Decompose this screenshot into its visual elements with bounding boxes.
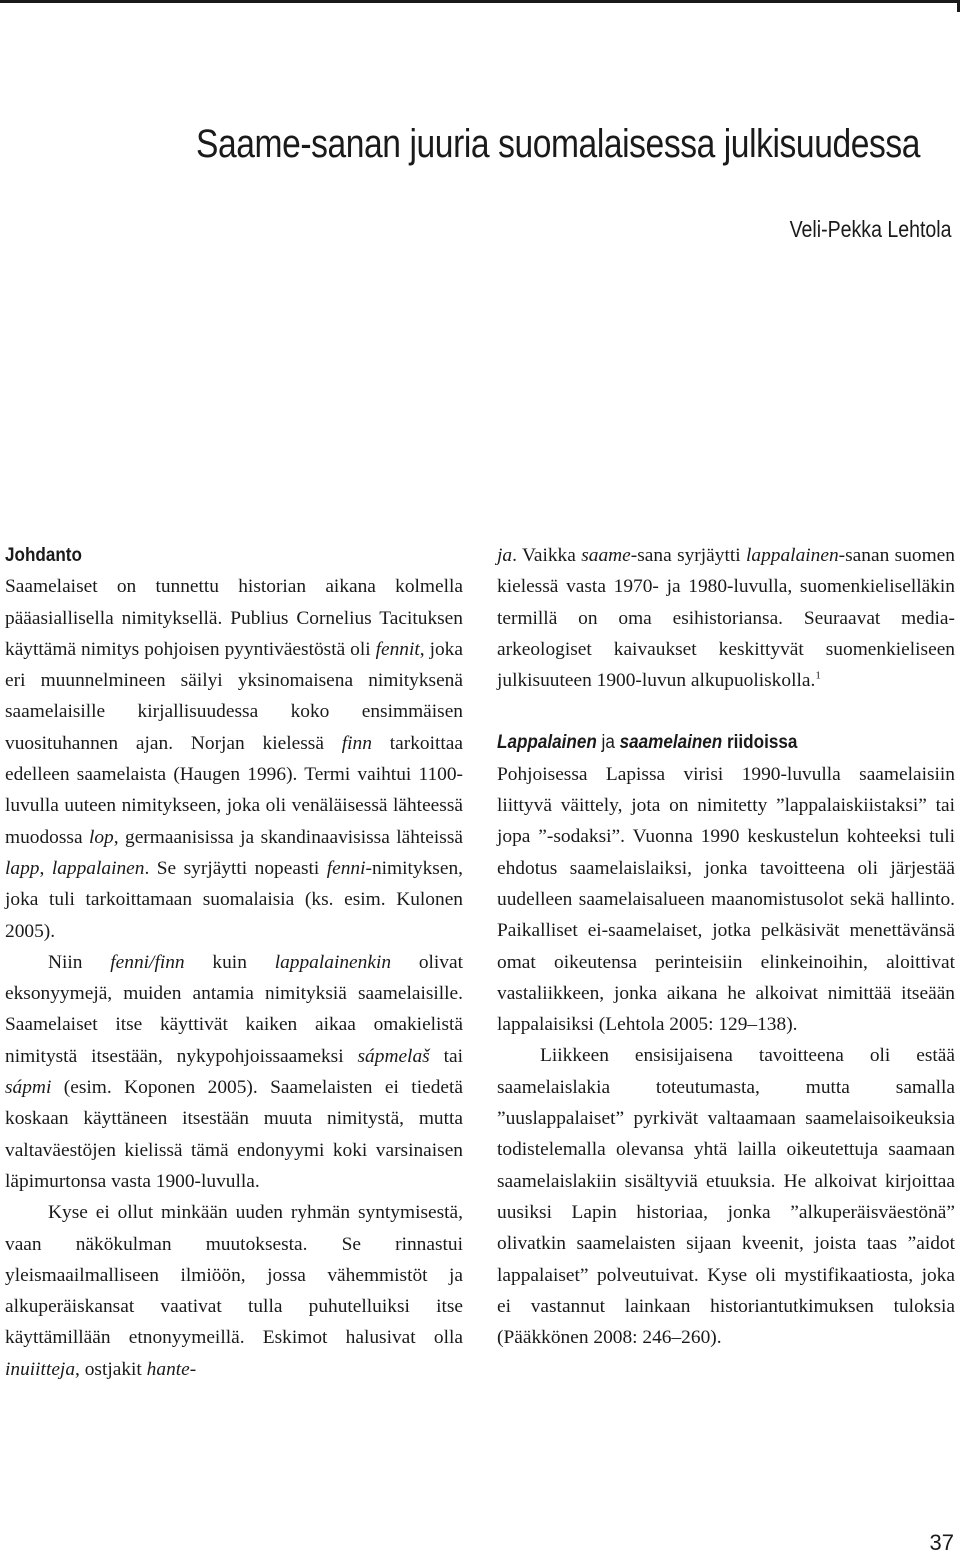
text-run: , germaanisissa ja skandinaavisissa lähteissä xyxy=(113,826,463,848)
text-run: -sana syrjäytti xyxy=(630,545,747,566)
left-column xyxy=(5,540,463,1385)
top-border-line xyxy=(0,0,960,3)
text-run: Saamelaiset on tunnettu historian aikana kolmella pääasiallisella nimityksellä. Publius Cornelius Tacituksen käyttämä nimitys pohjoisen pyyntiväestöstä oli xyxy=(5,576,463,660)
right-column xyxy=(497,540,955,1353)
italic-term: lappalainen xyxy=(51,857,145,879)
italic-term: lop xyxy=(88,826,114,848)
text-run: tai xyxy=(429,1045,464,1067)
text-run: , xyxy=(39,857,52,879)
text-run: (esim. Koponen 2005). Saamelaisten ei tiedetä koskaan käyttäneen itsestään muuta nimitystä, mutta valtaväestöjen kielissä tämä endonyymi koki varsinaisen läpimurtonsa vasta 1900-luvulla. xyxy=(5,1077,463,1192)
paragraph xyxy=(5,1197,463,1385)
italic-term: fenni/finn xyxy=(110,951,185,973)
footnote-marker: 1 xyxy=(815,669,821,682)
text-run: . Vaikka xyxy=(512,545,582,566)
article-author: Veli-Pekka Lehtola xyxy=(790,216,952,242)
text-run: olivat eksonyymejä, muiden antamia nimityksiä saamelaisille. Saamelaiset itse käyttivät kaiken aikaa omakielistä nimitystä itsestään, nykypohjoissaameksi xyxy=(5,951,463,1067)
italic-term: lappalainenkin xyxy=(274,951,392,973)
italic-term: ja xyxy=(497,545,513,566)
italic-term: fennit xyxy=(375,638,420,660)
italic-term: saame xyxy=(581,545,631,566)
article-title: Saame-sanan juuria suomalaisessa julkisuudessa xyxy=(196,122,921,166)
paragraph xyxy=(5,571,463,947)
italic-term: sápmi xyxy=(5,1077,52,1099)
text-run: Kyse ei ollut minkään uuden ryhmän syntymisestä, vaan näkökulman muutoksesta. Se rinnastui yleismaailmalliseen ilmiöön, jossa vähemmistöt ja alkuperäiskansat vaativat tulla puhutelluiksi itse käyttämillään etnonyymeillä. Eskimot halusivat olla xyxy=(5,1202,463,1349)
text-run: . Se syrjäytti nopeasti xyxy=(144,857,327,879)
paragraph xyxy=(497,540,955,696)
italic-term: finn xyxy=(341,732,372,754)
paragraph: Pohjoisessa Lapissa virisi 1990-luvulla saamelaisiin liittyvä väittely, jota on nimitetty ”lappalaiskiistaksi” tai jopa ”-sodaksi”. Vuonna 1990 keskustelun kohteeksi tuli ehdotus saamelaislaiksi, jonka tavoitteena oli järjestää uudelleen saamelaisalueen maanomistusolot sekä hallinto. Paikalliset ei-saamelaiset, jotka pelkäsivät menettävänsä omat oikeutensa perinteisiin elinkeinoihin, aloittivat vastaliikkeen, jonka aikana he alkoivat nimittää itseään lappalaisiksi (Lehtola 2005: 129–138). xyxy=(497,763,955,1036)
heading-text-run: ja xyxy=(596,732,620,754)
italic-term: sápmelaš xyxy=(357,1045,430,1067)
text-run: -nimityksen, joka tuli tarkoittamaan suomalaisia (ks. esim. Kulonen 2005). xyxy=(5,857,463,942)
text-run: -sanan suomen kielessä vasta 1970- ja 1980-luvulla, suomenkieliselläkin termillä on oma esihistoriansa. Seuraavat media-arkeologiset kaivaukset keskittyvät suomenkieliseen julkisuuteen 1900-luvun alkupuoliskolla. xyxy=(497,545,955,692)
text-run: Niin xyxy=(48,951,111,973)
text-run: tarkoittaa edelleen saamelaista (Haugen 1996). Termi vaihtui 1100-luvulla uuteen nimitykseen, joka oli venäläisessä lähteessä muodossa xyxy=(5,732,463,848)
text-run: , ostjakit xyxy=(75,1358,147,1380)
paragraph: Liikkeen ensisijaisena tavoitteena oli estää saamelaislakia toteutumasta, mutta samalla ”uuslappalaiset” pyrkivät valtaamaan saamelaisoikeuksia todistelemalla olevansa yhtä lailla oikeutettuja saamaan saamelaislakiin sisältyviä etuuksia. He alkoivat kirjoittaa uusiksi Lapin historiaa, jonka ”alkuperäisväestönä” olivatkin saamelaisten sijaan kveenit, joista taas ”aidot lappalaiset” polveutuivat. Kyse oli mystifikaatiosta, joka ei vastannut lainkaan historiantutkimuksen tuloksia (Pääkkönen 2008: 246–260). xyxy=(497,1045,955,1349)
italic-term: fenni xyxy=(326,857,366,879)
text-run: , joka eri muunnelmineen säilyi yksinomaisena nimityksenä saamelaisille kirjallisuudessa koko ensimmäisen vuosituhannen ajan. Norjan kielessä xyxy=(5,638,463,754)
italic-term: lappalainen xyxy=(746,545,839,566)
heading-italic-term: saamelainen xyxy=(619,732,723,754)
section-heading-riidoissa xyxy=(497,727,909,758)
heading-italic-term: Lappalainen xyxy=(497,732,597,754)
italic-term: lapp xyxy=(5,857,40,879)
page-number: 37 xyxy=(929,1530,954,1555)
italic-term: inuiitteja xyxy=(5,1358,76,1380)
text-run: kuin xyxy=(184,951,275,973)
section-heading-johdanto: Johdanto xyxy=(5,545,82,566)
heading-text-run: riidoissa xyxy=(722,732,798,754)
italic-term: hante- xyxy=(146,1358,197,1380)
paragraph xyxy=(5,947,463,1197)
